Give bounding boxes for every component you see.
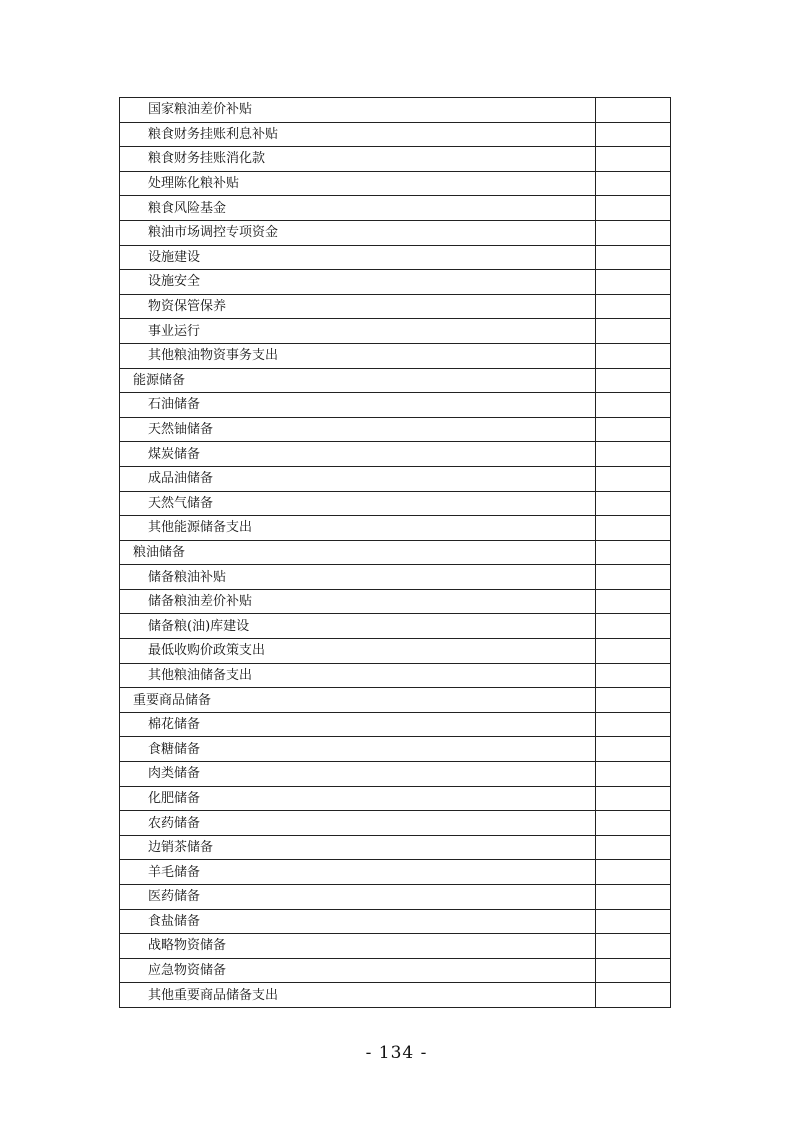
- item-name-cell: 化肥储备: [120, 786, 596, 811]
- item-name-cell: 粮食风险基金: [120, 196, 596, 221]
- subitem-row: [120, 220, 671, 245]
- item-name-cell: 战略物资储备: [120, 934, 596, 959]
- item-name-cell: 羊毛储备: [120, 860, 596, 885]
- subitem-row: [120, 786, 671, 811]
- item-name-cell: 天然气储备: [120, 491, 596, 516]
- item-name-cell: 储备粮(油)库建设: [120, 614, 596, 639]
- subitem-row: [120, 491, 671, 516]
- item-name-cell: 其他能源储备支出: [120, 516, 596, 541]
- item-value-cell: [596, 442, 671, 467]
- subitem-row: [120, 417, 671, 442]
- category-row: [120, 688, 671, 713]
- item-name-cell: 重要商品储备: [120, 688, 596, 713]
- item-value-cell: [596, 958, 671, 983]
- item-value-cell: [596, 762, 671, 787]
- item-name-cell: 应急物资储备: [120, 958, 596, 983]
- item-value-cell: [596, 294, 671, 319]
- subitem-row: [120, 835, 671, 860]
- subitem-row: [120, 245, 671, 270]
- item-name-cell: 储备粮油差价补贴: [120, 589, 596, 614]
- subitem-row: [120, 171, 671, 196]
- subitem-row: [120, 762, 671, 787]
- subitem-row: [120, 712, 671, 737]
- subitem-row: [120, 442, 671, 467]
- item-value-cell: [596, 196, 671, 221]
- item-name-cell: 国家粮油差价补贴: [120, 98, 596, 123]
- item-value-cell: [596, 565, 671, 590]
- subitem-row: [120, 811, 671, 836]
- subitem-row: [120, 860, 671, 885]
- subitem-row: [120, 196, 671, 221]
- item-value-cell: [596, 171, 671, 196]
- item-value-cell: [596, 614, 671, 639]
- item-value-cell: [596, 811, 671, 836]
- item-value-cell: [596, 147, 671, 172]
- item-name-cell: 农药储备: [120, 811, 596, 836]
- item-name-cell: 食盐储备: [120, 909, 596, 934]
- subitem-row: [120, 737, 671, 762]
- subitem-row: [120, 958, 671, 983]
- item-value-cell: [596, 122, 671, 147]
- subitem-row: [120, 98, 671, 123]
- item-value-cell: [596, 540, 671, 565]
- item-value-cell: [596, 639, 671, 664]
- item-value-cell: [596, 786, 671, 811]
- item-value-cell: [596, 491, 671, 516]
- subitem-row: [120, 909, 671, 934]
- item-value-cell: [596, 343, 671, 368]
- subitem-row: [120, 885, 671, 910]
- subitem-row: [120, 934, 671, 959]
- item-value-cell: [596, 909, 671, 934]
- subitem-row: [120, 614, 671, 639]
- subitem-row: [120, 466, 671, 491]
- subitem-row: [120, 516, 671, 541]
- item-name-cell: 其他粮油储备支出: [120, 663, 596, 688]
- item-name-cell: 其他重要商品储备支出: [120, 983, 596, 1008]
- item-name-cell: 粮油市场调控专项资金: [120, 220, 596, 245]
- item-value-cell: [596, 589, 671, 614]
- budget-items-table: [119, 97, 671, 1008]
- subitem-row: [120, 663, 671, 688]
- item-value-cell: [596, 270, 671, 295]
- item-name-cell: 物资保管保养: [120, 294, 596, 319]
- page-number: - 134 -: [365, 1043, 428, 1063]
- item-value-cell: [596, 934, 671, 959]
- item-name-cell: 食糖储备: [120, 737, 596, 762]
- subitem-row: [120, 393, 671, 418]
- item-value-cell: [596, 737, 671, 762]
- item-name-cell: 能源储备: [120, 368, 596, 393]
- item-value-cell: [596, 245, 671, 270]
- item-value-cell: [596, 885, 671, 910]
- item-name-cell: 粮食财务挂账利息补贴: [120, 122, 596, 147]
- subitem-row: [120, 639, 671, 664]
- item-value-cell: [596, 712, 671, 737]
- item-value-cell: [596, 466, 671, 491]
- table-body: [120, 98, 671, 1008]
- item-name-cell: 天然铀储备: [120, 417, 596, 442]
- item-name-cell: 肉类储备: [120, 762, 596, 787]
- subitem-row: [120, 319, 671, 344]
- item-name-cell: 医药储备: [120, 885, 596, 910]
- item-name-cell: 最低收购价政策支出: [120, 639, 596, 664]
- subitem-row: [120, 122, 671, 147]
- item-value-cell: [596, 983, 671, 1008]
- item-name-cell: 处理陈化粮补贴: [120, 171, 596, 196]
- item-name-cell: 事业运行: [120, 319, 596, 344]
- item-name-cell: 其他粮油物资事务支出: [120, 343, 596, 368]
- item-value-cell: [596, 98, 671, 123]
- item-name-cell: 边销茶储备: [120, 835, 596, 860]
- item-value-cell: [596, 688, 671, 713]
- item-value-cell: [596, 516, 671, 541]
- item-name-cell: 煤炭储备: [120, 442, 596, 467]
- subitem-row: [120, 270, 671, 295]
- item-name-cell: 粮油储备: [120, 540, 596, 565]
- item-value-cell: [596, 220, 671, 245]
- item-name-cell: 储备粮油补贴: [120, 565, 596, 590]
- item-name-cell: 石油储备: [120, 393, 596, 418]
- subitem-row: [120, 565, 671, 590]
- item-name-cell: 粮食财务挂账消化款: [120, 147, 596, 172]
- subitem-row: [120, 343, 671, 368]
- subitem-row: [120, 983, 671, 1008]
- subitem-row: [120, 147, 671, 172]
- item-name-cell: 设施建设: [120, 245, 596, 270]
- item-name-cell: 设施安全: [120, 270, 596, 295]
- subitem-row: [120, 589, 671, 614]
- item-value-cell: [596, 393, 671, 418]
- item-value-cell: [596, 860, 671, 885]
- item-value-cell: [596, 368, 671, 393]
- item-value-cell: [596, 417, 671, 442]
- item-value-cell: [596, 835, 671, 860]
- item-name-cell: 棉花储备: [120, 712, 596, 737]
- item-name-cell: 成品油储备: [120, 466, 596, 491]
- category-row: [120, 540, 671, 565]
- subitem-row: [120, 294, 671, 319]
- category-row: [120, 368, 671, 393]
- item-value-cell: [596, 319, 671, 344]
- item-value-cell: [596, 663, 671, 688]
